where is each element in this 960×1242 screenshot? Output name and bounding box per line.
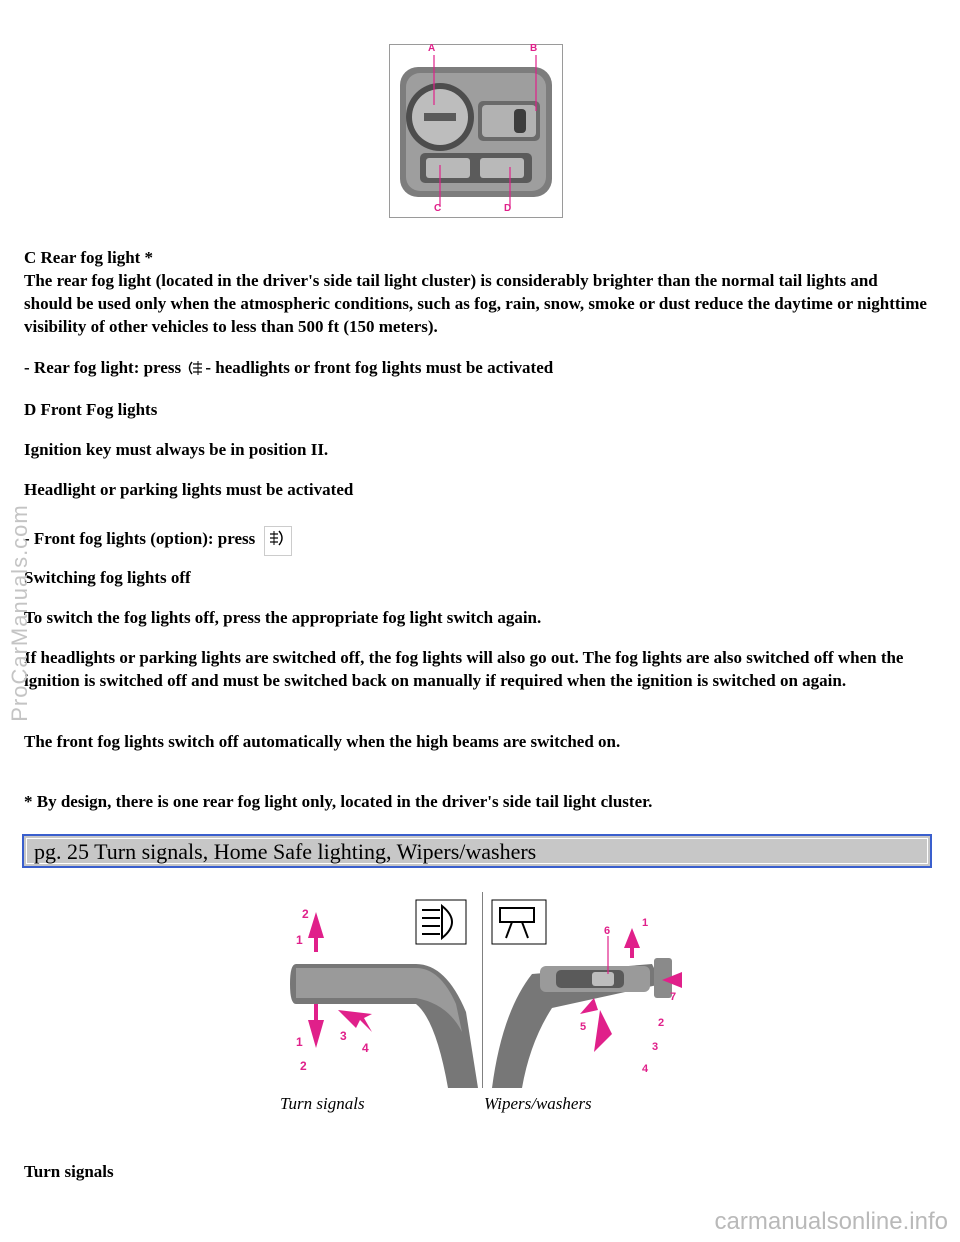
- wiper-label-2: 2: [658, 1017, 665, 1029]
- light-switch-illustration: [390, 45, 562, 217]
- light-switch-figure: [389, 44, 563, 218]
- section-header-bar: [22, 834, 932, 868]
- wiper-label-3: 3: [652, 1041, 659, 1053]
- turn-label-1a: 1: [296, 933, 303, 947]
- wipers-caption: Wipers/washers: [484, 1094, 592, 1113]
- turn-label-2a: 2: [302, 907, 309, 921]
- rear-fog-instruction: [24, 356, 924, 383]
- switch-off-line1: To switch the fog lights off, press the appropriate fog light switch again.: [24, 608, 542, 627]
- turn-label-2b: 2: [300, 1059, 307, 1073]
- turn-label-3: 3: [340, 1029, 347, 1043]
- turn-label-4: 4: [362, 1041, 369, 1055]
- turn-label-1b: 1: [296, 1035, 303, 1049]
- front-fog-line1: Ignition key must always be in position II.: [24, 440, 329, 459]
- wiper-figure: [482, 892, 682, 1088]
- front-fog-instruction-text: - Front fog lights (option): press: [24, 529, 260, 548]
- wiper-label-7: 7: [670, 991, 677, 1003]
- turn-signals-caption: Turn signals: [280, 1094, 365, 1113]
- rear-fog-icon: [185, 359, 205, 383]
- switch-off-heading: Switching fog lights off: [24, 568, 191, 587]
- switch-off-line2: If headlights or parking lights are switched off, the fog lights will also go out. The fog lights are also switched off when the ignition is switched off and must be switched back on manually if required when the ignition is switched on again.: [24, 648, 904, 690]
- watermark-bottom: carmanualsonline.info: [714, 1208, 948, 1235]
- callout-a: A: [428, 43, 436, 54]
- front-fog-line2: Headlight or parking lights must be activated: [24, 480, 354, 499]
- wiper-label-1: 1: [642, 917, 649, 929]
- wiper-label-5: 5: [580, 1021, 587, 1033]
- footnote: * By design, there is one rear fog light only, located in the driver's side tail light cluster.: [24, 792, 653, 811]
- wiper-label-4: 4: [642, 1063, 649, 1075]
- front-fog-instruction: [24, 526, 924, 556]
- wiper-illustration: [482, 892, 682, 1088]
- watermark-left: ProCarManuals.com: [7, 504, 32, 722]
- callout-b: B: [530, 43, 538, 54]
- turn-signal-illustration: [276, 892, 478, 1088]
- turn-signals-heading: Turn signals: [24, 1162, 114, 1181]
- front-fog-heading: D Front Fog lights: [24, 400, 158, 419]
- callout-c: C: [434, 203, 442, 214]
- switch-off-line3: The front fog lights switch off automatically when the high beams are switched on.: [24, 732, 621, 751]
- turn-signal-figure: [276, 892, 478, 1088]
- section-title: pg. 25 Turn signals, Home Safe lighting, Wipers/washers: [34, 839, 537, 864]
- callout-d: D: [504, 203, 512, 214]
- wiper-label-6: 6: [604, 925, 611, 937]
- rear-fog-heading: C Rear fog light *: [24, 248, 154, 267]
- front-fog-icon: [264, 526, 292, 556]
- rear-fog-instruction-before: - Rear fog light: press: [24, 358, 186, 377]
- rear-fog-instruction-after: - headlights or front fog lights must be activated: [205, 358, 554, 377]
- rear-fog-paragraph: The rear fog light (located in the driver's side tail light cluster) is considerably brighter than the normal tail lights and should be used only when the atmospheric conditions, such as fog, rain, snow, smoke or dust reduce the daytime or nighttime visibility of other vehicles to less than 500 ft (150 meters).: [24, 271, 927, 336]
